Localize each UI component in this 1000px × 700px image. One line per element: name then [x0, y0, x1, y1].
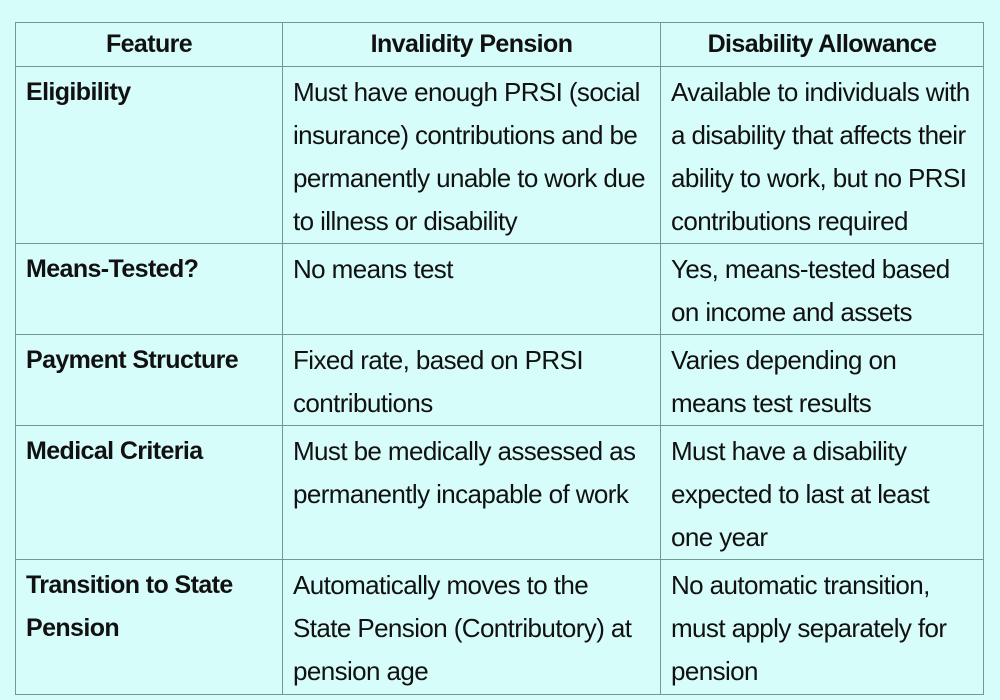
table-row — [16, 426, 984, 560]
disability-allowance-cell: Yes, means-tested based on income and assets — [661, 244, 984, 335]
feature-cell: Eligibility — [16, 67, 283, 244]
invalidity-pension-cell: Must be medically assessed as permanently incapable of work — [283, 426, 661, 560]
invalidity-pension-cell: No means test — [283, 244, 661, 335]
disability-allowance-cell: Must have a disability expected to last at least one year — [661, 426, 984, 560]
disability-allowance-cell: Varies depending on means test results — [661, 335, 984, 426]
header-disability-allowance: Disability Allowance — [661, 23, 984, 67]
table-row — [16, 335, 984, 426]
feature-cell: Payment Structure — [16, 335, 283, 426]
table-header-row — [16, 23, 984, 67]
table-row — [16, 67, 984, 244]
feature-cell: Transition to State Pension — [16, 560, 283, 695]
header-invalidity-pension: Invalidity Pension — [283, 23, 661, 67]
invalidity-pension-cell: Automatically moves to the State Pension (Contributory) at pension age — [283, 560, 661, 695]
disability-allowance-cell: No automatic transition, must apply separately for pension — [661, 560, 984, 695]
comparison-table — [15, 22, 984, 695]
feature-cell: Means-Tested? — [16, 244, 283, 335]
table-row — [16, 560, 984, 695]
comparison-table-container — [15, 22, 983, 686]
header-feature: Feature — [16, 23, 283, 67]
invalidity-pension-cell: Must have enough PRSI (social insurance) contributions and be permanently unable to work due to illness or disability — [283, 67, 661, 244]
invalidity-pension-cell: Fixed rate, based on PRSI contributions — [283, 335, 661, 426]
disability-allowance-cell: Available to individuals with a disability that affects their ability to work, but no PRSI contributions required — [661, 67, 984, 244]
table-row — [16, 244, 984, 335]
feature-cell: Medical Criteria — [16, 426, 283, 560]
